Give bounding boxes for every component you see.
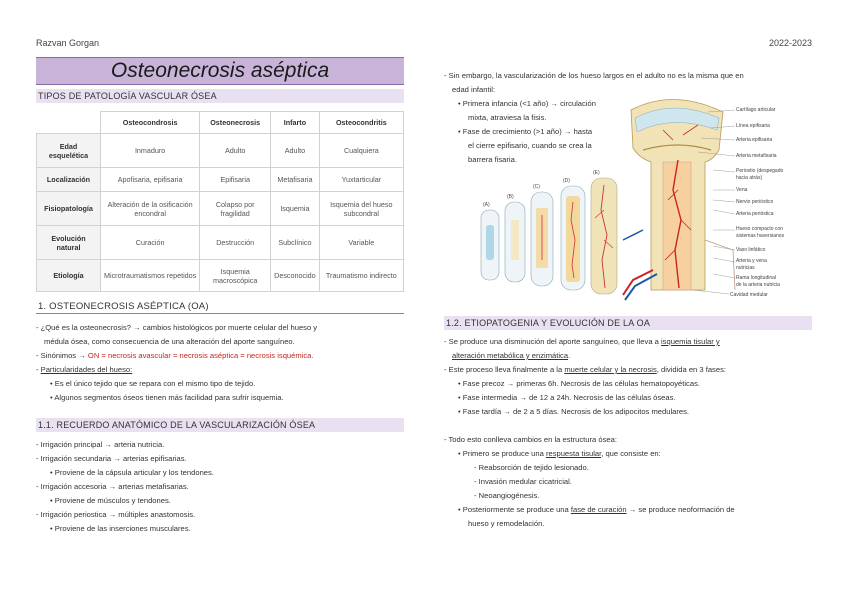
stage-label: (A)	[483, 202, 490, 208]
item-text: Reabsorción de tejido lesionado.	[478, 463, 589, 472]
table-cell: Adulto	[271, 134, 320, 168]
item-text: Se produce una disminución del aporte sanguíneo, que lleva a	[448, 337, 661, 346]
list-bullet: •	[50, 496, 55, 505]
list-item-continuation: el cierre epifisario, cuando se crea la	[468, 141, 592, 150]
stage-label: (E)	[593, 170, 600, 176]
list-bullet: -	[36, 482, 41, 491]
anatomy-label: Línea epifisaria	[736, 123, 770, 129]
anatomy-label: Rama longitudinal	[736, 275, 777, 281]
list-item: - Invasión medular cicatricial.	[474, 477, 572, 486]
list-item: - Reabsorción de tejido lesionado.	[474, 463, 589, 472]
item-text: ¿Qué es la osteonecrosis? → cambios histológicos por muerte celular del hueso y	[40, 323, 318, 332]
stage-label: (C)	[533, 184, 540, 190]
list-item: - Todo esto conlleva cambios en la estructura ósea:	[444, 435, 617, 444]
list-bullet: •	[50, 468, 55, 477]
list-bullet: -	[36, 454, 41, 463]
list-bullet: -	[36, 510, 41, 519]
section-heading-tipos: TIPOS DE PATOLOGÍA VASCULAR ÓSEA	[36, 89, 404, 103]
table-row	[37, 134, 404, 168]
item-text: Fase de crecimiento (>1 año) → hasta	[462, 127, 593, 136]
item-text: Fase precoz → primeras 6h. Necrosis de las células hematopoyéticas.	[462, 379, 700, 388]
item-text: Primera infancia (<1 año) → circulación	[462, 99, 596, 108]
row-header: Evolución natural	[37, 226, 101, 260]
anatomy-label: Nervio perióstico	[736, 199, 774, 205]
item-text: Proviene de la cápsula articular y los tendones.	[54, 468, 214, 477]
table-header: Osteocondritis	[319, 112, 403, 134]
item-text: Proviene de músculos y tendones.	[54, 496, 171, 505]
underlined-text: fase de curación	[570, 505, 627, 514]
list-item	[36, 438, 408, 452]
item-text: Neoangiogénesis.	[478, 491, 540, 500]
item-text: Irrigación principal → arteria nutricia.	[40, 440, 165, 449]
anatomy-label: Arteria metafisaria	[736, 153, 777, 159]
item-text: Todo esto conlleva cambios en la estructura ósea:	[448, 435, 617, 444]
list-item: • Fase de crecimiento (>1 año) → hasta	[458, 127, 593, 136]
bone-vascularization-figure	[473, 90, 813, 302]
list-item-continuation: hueso y remodelación.	[468, 519, 545, 528]
table-header-row	[37, 112, 404, 134]
row-header: Fisiopatología	[37, 192, 101, 226]
table-header: Osteonecrosis	[200, 112, 271, 134]
item-text: Fase tardía → de 2 a 5 días. Necrosis de los adipocitos medulares.	[462, 407, 690, 416]
list-item: - ¿Qué es la osteonecrosis? → cambios histológicos por muerte celular del hueso y	[36, 323, 318, 332]
anatomy-label: Cartílago articular	[736, 107, 776, 113]
table-cell: Cualquiera	[319, 134, 403, 168]
item-text: Sin embargo, la vascularización de los hueso largos en el adulto no es la misma que en	[448, 71, 744, 80]
table-cell: Curación	[101, 226, 200, 260]
item-text: Algunos segmentos óseos tienen más facilidad para sufrir isquemia.	[54, 393, 284, 402]
vascular-pathology-table	[36, 111, 404, 292]
list-item: - Particularidades del hueso:	[36, 365, 133, 374]
item-text: Proviene de las inserciones musculares.	[54, 524, 191, 533]
list-item: • Primero se produce una respuesta tisular, que consiste en:	[458, 449, 661, 458]
anatomy-label: Arteria epifisaria	[736, 137, 773, 143]
spacer	[444, 419, 824, 433]
list-item-continuation: médula ósea, como consecuencia de una alteración del aporte sanguíneo.	[44, 337, 295, 346]
list-item	[36, 466, 408, 480]
list-item: • Primera infancia (<1 año) → circulación	[458, 99, 596, 108]
bone-illustration	[473, 90, 813, 302]
anatomy-label: Arteria y vena	[736, 258, 767, 264]
table-cell: Traumatismo indirecto	[319, 260, 403, 292]
list-item: - Este proceso lleva finalmente a la muerte celular y la necrosis, dividida en 3 fases:	[444, 365, 726, 374]
table-cell: Variable	[319, 226, 403, 260]
list-item: • Fase intermedia → de 12 a 24h. Necrosis de las células óseas.	[458, 393, 676, 402]
list-item	[36, 452, 408, 466]
table-cell: Microtraumatismos repetidos	[101, 260, 200, 292]
table-cell: Isquemia macroscópica	[200, 260, 271, 292]
anatomy-label: Vena	[736, 187, 748, 193]
row-header: Etiología	[37, 260, 101, 292]
list-item-continuation	[444, 349, 824, 363]
table-row	[37, 226, 404, 260]
table-row	[37, 168, 404, 192]
list-item-continuation: edad infantil:	[452, 85, 496, 94]
bone-development-stages	[481, 178, 617, 294]
anatomy-label: Vaso linfático	[736, 247, 766, 253]
list-item: • Es el único tejido que se repara con el mismo tipo de tejido.	[50, 379, 256, 388]
list-bullet: •	[50, 524, 55, 533]
stage-label: (D)	[563, 178, 570, 184]
page-title: Osteonecrosis aséptica	[110, 59, 330, 82]
table-cell: Colapso por fragilidad	[200, 192, 271, 226]
anatomy-label: hacia atrás)	[736, 175, 763, 181]
item-text: Irrigación secundaria → arterias epifisarias.	[40, 454, 187, 463]
item-text: → se produce neoformación de	[626, 505, 735, 514]
item-text: Fase intermedia → de 12 a 24h. Necrosis de las células óseas.	[462, 393, 676, 402]
table-header: Infarto	[271, 112, 320, 134]
table-cell: Apofisaria, epifisaria	[101, 168, 200, 192]
row-header: Localización	[37, 168, 101, 192]
underlined-text: isquemia tisular y	[661, 337, 720, 346]
list-item	[36, 522, 408, 536]
item-text: Es el único tejido que se repara con el mismo tipo de tejido.	[54, 379, 256, 388]
item-text: .	[568, 351, 571, 360]
table-cell: Yuxtarticular	[319, 168, 403, 192]
section-heading-osteonecrosis: 1. OSTEONECROSIS ASÉPTICA (OA)	[36, 300, 404, 314]
table-corner	[37, 112, 101, 134]
table-header: Osteocondrosis	[101, 112, 200, 134]
academic-year: 2022-2023	[768, 38, 812, 48]
list-item	[36, 508, 408, 522]
table-cell: Metafisaria	[271, 168, 320, 192]
item-text: Invasión medular cicatricial.	[478, 477, 572, 486]
section11-list	[36, 438, 408, 536]
item-text: , que consiste en:	[601, 449, 661, 458]
list-item: • Algunos segmentos óseos tienen más facilidad para sufrir isquemia.	[50, 393, 284, 402]
underlined-text: alteración metabólica y enzimática	[452, 351, 569, 360]
list-item: - Se produce una disminución del aporte sanguíneo, que lleva a isquemia tisular y	[444, 337, 720, 346]
table-cell: Destrucción	[200, 226, 271, 260]
table-cell: Isquemia del hueso subcondral	[319, 192, 403, 226]
section12-body	[444, 335, 824, 531]
page-title-bar	[36, 57, 404, 85]
list-item: • Fase tardía → de 2 a 5 días. Necrosis de los adipocitos medulares.	[458, 407, 690, 416]
anatomy-label: nutricias	[736, 265, 755, 271]
list-item: • Posteriormente se produce una fase de curación → se produce neoformación de	[458, 505, 735, 514]
anatomy-label: Periostio (despegado	[736, 168, 784, 174]
anatomy-label: Hueso compacto con	[736, 226, 783, 232]
item-text: Irrigación periostica → múltiples anastomosis.	[40, 510, 196, 519]
table-row	[37, 192, 404, 226]
table-cell: Isquemia	[271, 192, 320, 226]
section-heading-vascularizacion: 1.1. RECUERDO ANATÓMICO DE LA VASCULARIZACIÓN ÓSEA	[36, 418, 404, 432]
long-bone-cross-section	[623, 99, 735, 300]
list-item: - Neoangiogénesis.	[474, 491, 540, 500]
list-item: - Sin embargo, la vascularización de los hueso largos en el adulto no es la misma que en	[444, 71, 744, 80]
anatomy-label: Cavidad medular	[730, 292, 768, 298]
synonyms-highlight: ON = necrosis avascular = necrosis aséptica = necrosis isquémica.	[87, 351, 314, 360]
table-cell: Epifisaria	[200, 168, 271, 192]
section-heading-etiopatogenia: 1.2. ETIOPATOGENIA Y EVOLUCIÓN DE LA OA	[444, 316, 812, 330]
underlined-text: respuesta tisular	[545, 449, 602, 458]
author-name: Razvan Gorgan	[36, 38, 100, 48]
section1-body	[36, 321, 408, 405]
item-text: Sinónimos →	[40, 351, 88, 360]
anatomy-label: sistemas haversianos	[736, 233, 785, 239]
item-text: Irrigación accesoria → arterias metafisarias.	[40, 482, 189, 491]
table-cell: Subclínico	[271, 226, 320, 260]
item-text: , dividida en 3 fases:	[656, 365, 726, 374]
anatomy-label: Arteria perióstica	[736, 211, 774, 217]
underlined-text: muerte celular y la necrosis	[564, 365, 657, 374]
table-row	[37, 260, 404, 292]
anatomy-label: de la arteria nutricia	[736, 282, 780, 288]
list-item-continuation: barrera fisaria.	[468, 155, 517, 164]
item-text: Posteriormente se produce una	[462, 505, 571, 514]
row-header: Edad esquelética	[37, 134, 101, 168]
table-cell: Inmaduro	[101, 134, 200, 168]
list-item-continuation: mixta, atraviesa la fisis.	[468, 113, 547, 122]
item-text: Este proceso lleva finalmente a la	[448, 365, 565, 374]
item-text: Particularidades del hueso:	[40, 365, 133, 374]
list-bullet: -	[36, 440, 41, 449]
list-item	[36, 480, 408, 494]
list-item	[36, 494, 408, 508]
table-cell: Alteración de la osificación encondral	[101, 192, 200, 226]
stage-label: (B)	[507, 194, 514, 200]
table-cell: Adulto	[200, 134, 271, 168]
list-item: • Fase precoz → primeras 6h. Necrosis de las células hematopoyéticas.	[458, 379, 700, 388]
table-cell: Desconocido	[271, 260, 320, 292]
list-item: - Sinónimos → ON = necrosis avascular = necrosis aséptica = necrosis isquémica.	[36, 351, 314, 360]
item-text: Primero se produce una	[462, 449, 546, 458]
